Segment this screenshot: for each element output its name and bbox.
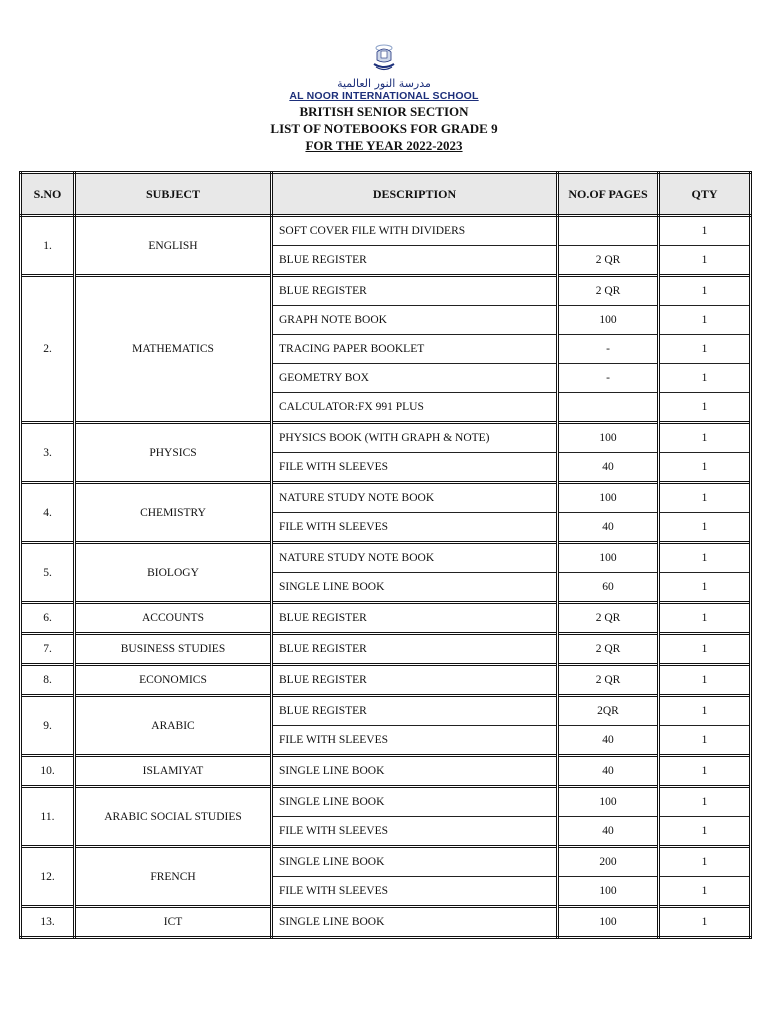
cell-subject: ARABIC [75, 696, 272, 756]
cell-subject: PHYSICS [75, 423, 272, 483]
cell-description: BLUE REGISTER [272, 246, 558, 276]
cell-sno: 11. [21, 787, 75, 847]
cell-subject: CHEMISTRY [75, 483, 272, 543]
table-row [21, 216, 751, 246]
cell-description: CALCULATOR:FX 991 PLUS [272, 393, 558, 423]
cell-sno: 2. [21, 276, 75, 423]
cell-description: SINGLE LINE BOOK [272, 756, 558, 787]
section-title: BRITISH SENIOR SECTION [299, 104, 469, 119]
cell-qty: 1 [659, 246, 751, 276]
cell-sno: 12. [21, 847, 75, 907]
cell-description: FILE WITH SLEEVES [272, 726, 558, 756]
cell-description: GEOMETRY BOX [272, 364, 558, 393]
cell-description: NATURE STUDY NOTE BOOK [272, 483, 558, 513]
cell-sno: 13. [21, 907, 75, 938]
cell-qty: 1 [659, 817, 751, 847]
cell-description: NATURE STUDY NOTE BOOK [272, 543, 558, 573]
cell-description: SINGLE LINE BOOK [272, 573, 558, 603]
table-row [21, 665, 751, 696]
cell-qty: 1 [659, 453, 751, 483]
cell-description: SOFT COVER FILE WITH DIVIDERS [272, 216, 558, 246]
cell-subject: BUSINESS STUDIES [75, 634, 272, 665]
school-name-arabic: مدرسة النور العالمية [337, 77, 431, 90]
cell-qty: 1 [659, 787, 751, 817]
cell-pages: 40 [558, 453, 659, 483]
cell-pages: 200 [558, 847, 659, 877]
table-row [21, 483, 751, 513]
table-row [21, 634, 751, 665]
cell-pages: - [558, 364, 659, 393]
cell-pages: 100 [558, 877, 659, 907]
cell-pages: 60 [558, 573, 659, 603]
table-row [21, 756, 751, 787]
column-header-sno: S.NO [21, 173, 75, 216]
cell-pages: - [558, 335, 659, 364]
cell-pages: 2QR [558, 696, 659, 726]
cell-subject: ECONOMICS [75, 665, 272, 696]
school-name: AL NOOR INTERNATIONAL SCHOOL [289, 90, 479, 102]
cell-qty: 1 [659, 543, 751, 573]
cell-sno: 9. [21, 696, 75, 756]
cell-sno: 5. [21, 543, 75, 603]
table-row [21, 696, 751, 726]
cell-pages: 2 QR [558, 246, 659, 276]
column-header-description: DESCRIPTION [272, 173, 558, 216]
cell-description: FILE WITH SLEEVES [272, 513, 558, 543]
cell-sno: 8. [21, 665, 75, 696]
cell-sno: 10. [21, 756, 75, 787]
cell-subject: ISLAMIYAT [75, 756, 272, 787]
cell-sno: 6. [21, 603, 75, 634]
table-row [21, 603, 751, 634]
column-header-qty: QTY [659, 173, 751, 216]
cell-qty: 1 [659, 423, 751, 453]
document-header [0, 40, 768, 154]
table-row [21, 847, 751, 877]
school-crest-icon [369, 40, 399, 76]
cell-qty: 1 [659, 306, 751, 335]
cell-qty: 1 [659, 877, 751, 907]
table-row [21, 787, 751, 817]
cell-subject: ENGLISH [75, 216, 272, 276]
cell-qty: 1 [659, 513, 751, 543]
cell-subject: ACCOUNTS [75, 603, 272, 634]
cell-description: FILE WITH SLEEVES [272, 817, 558, 847]
cell-qty: 1 [659, 603, 751, 634]
cell-qty: 1 [659, 696, 751, 726]
cell-qty: 1 [659, 726, 751, 756]
list-title: LIST OF NOTEBOOKS FOR GRADE 9 [270, 121, 498, 136]
cell-qty: 1 [659, 907, 751, 938]
cell-qty: 1 [659, 756, 751, 787]
cell-pages: 2 QR [558, 665, 659, 696]
cell-qty: 1 [659, 335, 751, 364]
cell-pages: 100 [558, 543, 659, 573]
cell-pages: 40 [558, 756, 659, 787]
table-row [21, 276, 751, 306]
cell-sno: 1. [21, 216, 75, 276]
notebook-list-table [19, 171, 752, 939]
cell-pages: 100 [558, 423, 659, 453]
cell-subject: ICT [75, 907, 272, 938]
cell-description: PHYSICS BOOK (WITH GRAPH & NOTE) [272, 423, 558, 453]
cell-pages: 100 [558, 907, 659, 938]
cell-qty: 1 [659, 364, 751, 393]
cell-pages: 100 [558, 483, 659, 513]
cell-qty: 1 [659, 393, 751, 423]
cell-pages [558, 393, 659, 423]
academic-year: FOR THE YEAR 2022-2023 [305, 138, 463, 153]
cell-description: GRAPH NOTE BOOK [272, 306, 558, 335]
cell-subject: ARABIC SOCIAL STUDIES [75, 787, 272, 847]
cell-pages: 40 [558, 817, 659, 847]
cell-description: FILE WITH SLEEVES [272, 453, 558, 483]
cell-sno: 7. [21, 634, 75, 665]
cell-description: BLUE REGISTER [272, 603, 558, 634]
cell-pages: 2 QR [558, 634, 659, 665]
cell-qty: 1 [659, 276, 751, 306]
table-row [21, 543, 751, 573]
cell-description: FILE WITH SLEEVES [272, 877, 558, 907]
cell-sno: 3. [21, 423, 75, 483]
cell-pages: 40 [558, 513, 659, 543]
cell-subject: BIOLOGY [75, 543, 272, 603]
cell-subject: FRENCH [75, 847, 272, 907]
cell-subject: MATHEMATICS [75, 276, 272, 423]
cell-qty: 1 [659, 216, 751, 246]
column-header-subject: SUBJECT [75, 173, 272, 216]
cell-qty: 1 [659, 665, 751, 696]
cell-pages: 40 [558, 726, 659, 756]
cell-pages [558, 216, 659, 246]
cell-description: BLUE REGISTER [272, 696, 558, 726]
cell-pages: 2 QR [558, 276, 659, 306]
cell-description: SINGLE LINE BOOK [272, 907, 558, 938]
cell-pages: 100 [558, 787, 659, 817]
table-header-row [21, 173, 751, 216]
cell-description: SINGLE LINE BOOK [272, 787, 558, 817]
cell-pages: 2 QR [558, 603, 659, 634]
cell-description: BLUE REGISTER [272, 276, 558, 306]
cell-qty: 1 [659, 634, 751, 665]
cell-description: BLUE REGISTER [272, 665, 558, 696]
cell-description: BLUE REGISTER [272, 634, 558, 665]
cell-pages: 100 [558, 306, 659, 335]
cell-qty: 1 [659, 847, 751, 877]
table-row [21, 423, 751, 453]
cell-description: SINGLE LINE BOOK [272, 847, 558, 877]
cell-qty: 1 [659, 483, 751, 513]
column-header-pages: NO.OF PAGES [558, 173, 659, 216]
table-row [21, 907, 751, 938]
cell-description: TRACING PAPER BOOKLET [272, 335, 558, 364]
cell-sno: 4. [21, 483, 75, 543]
cell-qty: 1 [659, 573, 751, 603]
